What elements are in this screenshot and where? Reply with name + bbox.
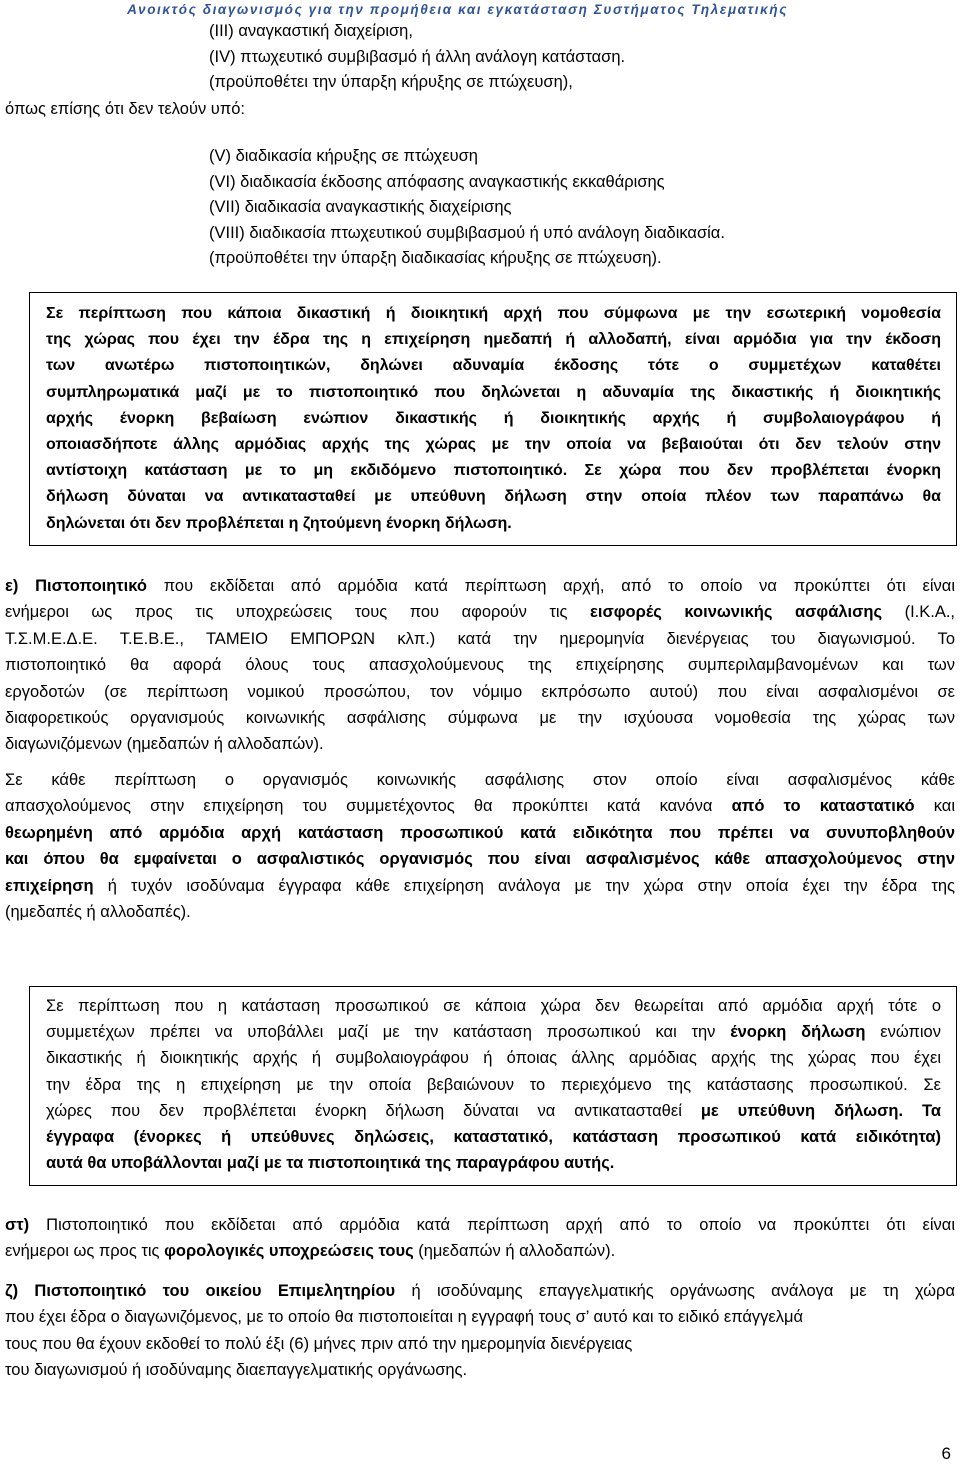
text-span: χώρες που δεν προβλέπεται ένορκη δήλωση δύναται να αντικατασταθεί (46, 1101, 701, 1120)
page-number: 6 (941, 1444, 951, 1463)
emphasis: ένορκη δήλωση (730, 1023, 866, 1042)
text-line: του διαγωνισμού ή ισοδύναμης διαεπαγγελματικής οργάνωσης. (5, 1361, 468, 1380)
list-item: (VΙΙΙ) διαδικασία πτωχευτικού συμβιβασμού ή υπό ανάλογη διαδικασία. (209, 223, 725, 242)
notice-box-1-text (46, 301, 941, 537)
text-line: την έδρα της η επιχείρηση με την οποία βεβαιώνουν το περιεχόμενο της κατάστασης προσωπικού. Σε (46, 1075, 941, 1094)
text-line (5, 1238, 955, 1264)
text-line: και όπου θα εμφαίνεται ο ασφαλιστικός οργανισμός που είναι ασφαλισμένος κάθε απασχολούμενος στην (5, 850, 955, 869)
list-item: (προϋποθέτει την ύπαρξη κήρυξης σε πτώχευση), (209, 73, 573, 91)
text-line: αρχής ένορκη βεβαίωση ενώπιον δικαστικής ή διοικητικής αρχής ή συμβολαιογράφου ή (46, 409, 941, 427)
text-line: τους που θα έχουν εκδοθεί το πολύ έξι (6) μήνες πριν από την ημερομηνία διενέργειας (5, 1334, 633, 1353)
section-st (5, 1212, 955, 1265)
running-header: Ανοικτός διαγωνισμός για την προμήθεια και εγκατάσταση Συστήματος Τηλεματικής (127, 2, 788, 17)
section-z (5, 1278, 955, 1384)
text-line (5, 793, 955, 819)
text-line: οποιασδήποτε άλλης αρμόδιας αρχής της χώρας με την οποία να βεβαιούται ότι δεν τελούν στην (46, 436, 941, 454)
text-line: Σε περίπτωση που η κατάσταση προσωπικού σε κάποια χώρα δεν θεωρείται από αρμόδια αρχή τότε ο (46, 997, 941, 1015)
status-list-b (209, 144, 725, 272)
emphasis: από το καταστατικό (731, 797, 915, 816)
text-line: πιστοποιητικό θα αφορά όλους τους απασχολούμενους της επιχείρησης συμπεριλαμβανομένων και των (5, 656, 955, 675)
text-line: διαφορετικούς οργανισμούς κοινωνικής ασφάλισης σύμφωνα με την ισχύουσα νομοθεσία της χώρας των (5, 709, 955, 728)
text-line: που έχει έδρα ο διαγωνιζόμενος, με το οποίο θα πιστοποιείται η εγγραφή τους σ’ αυτό και το ειδικό επάγγελμά (5, 1308, 804, 1327)
text-span: συμμετέχων πρέπει να υποβάλλει μαζί με την κατάσταση προσωπικού και την (46, 1023, 731, 1042)
intro-line (5, 97, 245, 123)
emphasis: φορολογικές υποχρεώσεις τους (164, 1242, 414, 1261)
emphasis: με υπεύθυνη δήλωση (700, 1101, 899, 1120)
list-item: (V) διαδικασία κήρυξης σε πτώχευση (209, 147, 478, 165)
text-span: ή τυχόν ισοδύναμα έγγραφα κάθε επιχείρηση ανάλογα με την χώρα στην οποία έχει την έδρα της (93, 876, 955, 895)
section-e (5, 573, 955, 758)
text-line: της χώρας που έχει την έδρα της η επιχείρηση ημεδαπή ή αλλοδαπή, είναι αρμόδια για την έκδοση (46, 331, 941, 349)
text-line (5, 1212, 955, 1238)
text-line: εργοδοτών (σε περίπτωση νομικού προσώπου, τον νόμιμο εκπρόσωπο αυτού) που είναι ασφαλισμένοι σε (5, 682, 955, 701)
text-line: (ημεδαπές ή αλλοδαπές). (5, 903, 191, 922)
text-line: δηλώνεται ότι δεν προβλέπεται η ζητούμενη ένορκη δήλωση. (46, 514, 512, 532)
list-item: (προϋποθέτει την ύπαρξη διαδικασίας κήρυξης σε πτώχευση). (209, 249, 662, 267)
text-span: ενήμεροι ως προς τις υποχρεώσεις τους που αφορούν τις (5, 603, 591, 622)
text-span: που εκδίδεται από αρμόδια κατά περίπτωση αρχή, από το οποίο να προκύπτει ότι είναι (147, 577, 955, 595)
text-span: απασχολούμενος στην επιχείρηση του συμμετέχοντος θα προκύπτει κατά κανόνα (5, 797, 732, 816)
text-line (5, 873, 955, 899)
text-line: αυτά θα υποβάλλονται μαζί με τα πιστοποιητικά της παραγράφου αυτής. (46, 1154, 615, 1173)
section-label: ζ) Πιστοποιητικό του οικείου Επιμελητηρίου (5, 1282, 396, 1300)
intro-text: όπως επίσης ότι δεν τελούν υπό: (5, 100, 245, 118)
status-list-a (209, 19, 625, 96)
emphasis: . Τα (898, 1101, 941, 1120)
text-line: θεωρημένη από αρμόδια αρχή κατάσταση προσωπικού κατά ειδικότητα που πρέπει να συνυποβληθούν (5, 823, 955, 842)
text-span: ενήμεροι ως προς τις (5, 1242, 165, 1261)
list-item: (VΙ) διαδικασία έκδοσης απόφασης αναγκαστικής εκκαθάρισης (209, 172, 665, 191)
text-span: και (914, 797, 955, 816)
text-line (5, 599, 955, 625)
text-line (5, 573, 955, 599)
list-item: (ΙΙΙ) αναγκαστική διαχείριση, (209, 22, 413, 40)
text-span: (ημεδαπών ή αλλοδαπών). (413, 1242, 616, 1261)
text-span: (Ι.Κ.Α., (882, 603, 956, 622)
notice-box-1 (29, 292, 957, 546)
emphasis: εισφορές κοινωνικής ασφάλισης (590, 603, 883, 622)
text-line: έγγραφα (ένορκες ή υπεύθυνες δηλώσεις, καταστατικό, κατάσταση προσωπικού κατά ειδικότητα) (46, 1128, 941, 1147)
emphasis: επιχείρηση (5, 876, 94, 895)
list-item: (ΙV) πτωχευτικό συμβιβασμό ή άλλη ανάλογη κατάσταση. (209, 47, 626, 66)
text-line: συμπληρωματικά μαζί με το πιστοποιητικό που δηλώνεται η αδυναμία της δικαστικής ή διοικητικής (46, 383, 941, 401)
notice-box-2 (29, 986, 957, 1186)
text-line: δικαστικής ή διοικητικής αρχής ή συμβολαιογράφου ή όποιας άλλης αρμόδιας αρχής της χώρας που έχει (46, 1049, 941, 1068)
text-span: Πιστοποιητικό που εκδίδεται από αρμόδια κατά περίπτωση αρχή από το οποίο να προκύπτει ότι είναι (29, 1216, 955, 1234)
text-line: Σε περίπτωση που κάποια δικαστική ή διοικητική αρχή που σύμφωνα με την εσωτερική νομοθεσία (46, 305, 941, 322)
list-item: (VΙΙ) διαδικασία αναγκαστικής διαχείρισης (209, 198, 512, 216)
text-line (46, 1019, 941, 1045)
text-line: αντίστοιχη κατάσταση με το μη εκδιδόμενο πιστοποιητικό. Σε χώρα που δεν προβλέπεται ένορκη (46, 462, 941, 480)
text-line: Τ.Σ.Μ.Ε.Δ.Ε. Τ.Ε.Β.Ε., ΤΑΜΕΙΟ ΕΜΠΟΡΩΝ κλπ.) κατά την ημερομηνία διενέργειας του διαγωνισμού. Το (5, 629, 955, 648)
text-span: ή ισοδύναμης επαγγελματικής οργάνωσης ανάλογα με τη χώρα (395, 1282, 955, 1300)
text-line: δήλωση δύναται να αντικατασταθεί με υπεύθυνη δήλωση στην οποία πλέον των παραπάνω θα (46, 488, 941, 506)
text-line (5, 1278, 955, 1304)
text-line: των ανωτέρω πιστοποιητικών, δηλώνει αδυναμία έκδοσης τότε ο συμμετέχων καταθέτει (46, 357, 941, 375)
section-e-continued (5, 767, 955, 925)
text-span: ενώπιον (865, 1023, 941, 1042)
section-label: στ) (5, 1216, 30, 1234)
section-label: ε) Πιστοποιητικό (5, 577, 147, 595)
text-line (46, 1098, 941, 1124)
text-line: διαγωνιζόμενων (ημεδαπών ή αλλοδαπών). (5, 735, 324, 754)
text-line: Σε κάθε περίπτωση ο οργανισμός κοινωνικής ασφάλισης στον οποίο είναι ασφαλισμένος κάθε (5, 771, 955, 789)
notice-box-2-text (46, 993, 941, 1176)
